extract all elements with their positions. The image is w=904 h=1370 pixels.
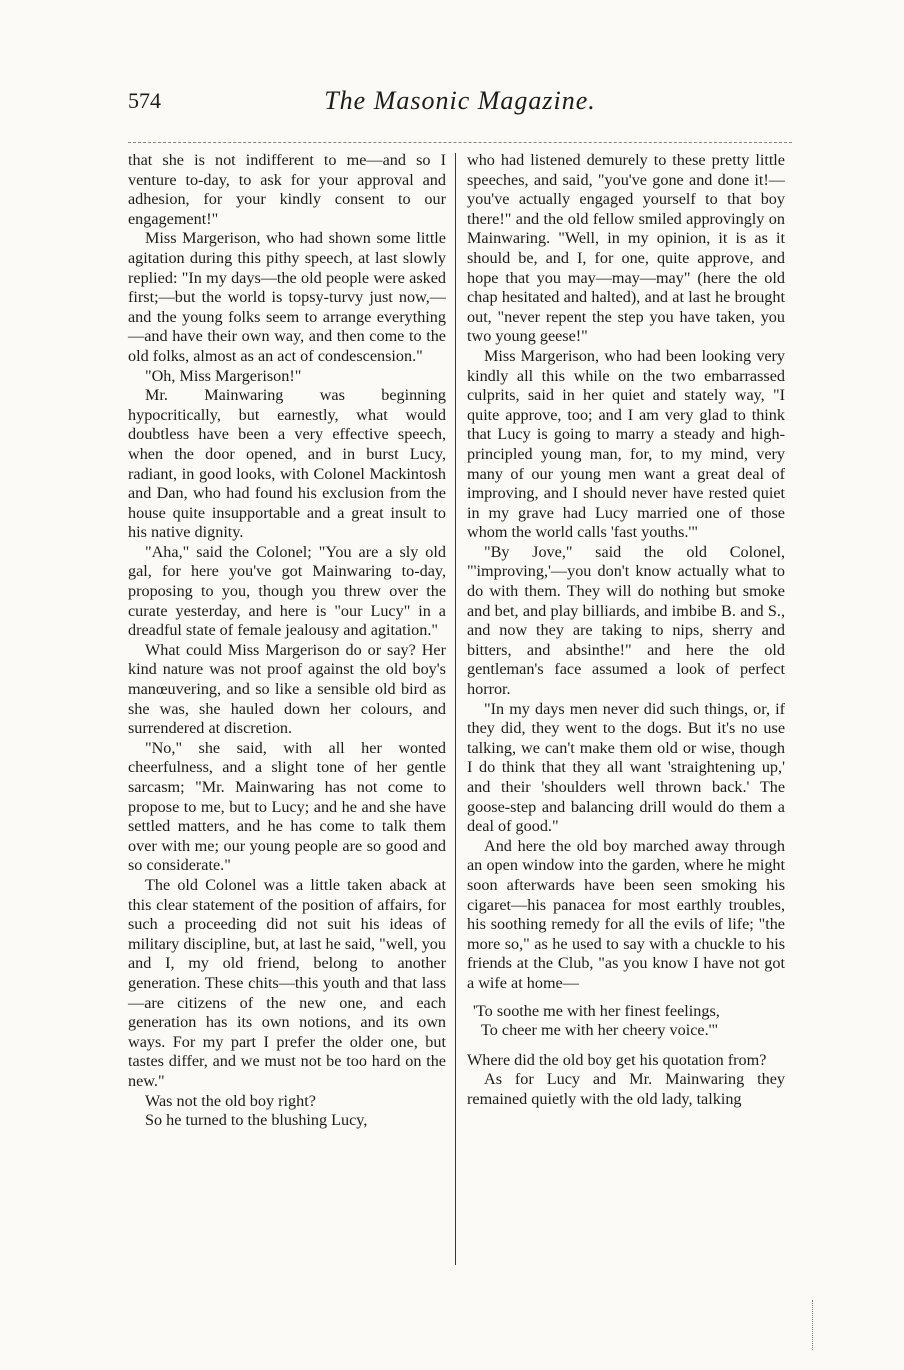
paragraph: who had listened demurely to these pretty little speeches, and said, "you've gone and done it!—you've actually engaged yourself to that boy there!" and the old fellow smiled approvingly on Mainwaring. "Well, in my opinion, it is as it should be, and I, for one, quite approve, and hope that you may—may—may" (here the old chap hesitated and halted), and at last he brought out, "never repent the step you have taken, you two young geese!" (467, 151, 785, 346)
right-column (467, 151, 785, 1110)
verse-quotation (467, 1002, 785, 1041)
verse-line: To cheer me with her cheery voice.'" (481, 1021, 719, 1040)
page-number: 574 (128, 88, 161, 113)
paragraph: Was not the old boy right? (145, 1091, 316, 1110)
paragraph: "Oh, Miss Margerison!" (145, 366, 302, 385)
running-title: The Masonic Magazine. (324, 86, 596, 115)
paragraph: As for Lucy and Mr. Mainwaring they remained quietly with the old lady, talking (467, 1070, 785, 1108)
paragraph: "Aha," said the Colonel; "You are a sly old gal, for here you've got Mainwaring to-day, proposing to you, though you threw over the curate yesterday, and here is "our Lucy" in a dreadful state of female jealousy and agitation." (128, 542, 446, 640)
page-header (128, 88, 792, 122)
paragraph: Miss Margerison, who had shown some little agitation during this pithy speech, at last slowly replied: "In my days—the old people were asked first;—but the world is topsy-turvy just now,—and the young folks seem to arrange everything—and have their own way, and then come to the old folks, almost as an act of condescension." (128, 229, 446, 365)
margin-mark (812, 1300, 813, 1350)
paragraph: So he turned to the blushing Lucy, (145, 1111, 368, 1130)
paragraph: And here the old boy marched away through an open window into the garden, where he might soon afterwards have been seen smoking his cigaret—his panacea for most earthly troubles, his soothing remedy for all the evils of life; "the more so," as he used to say with a chuckle to his friends at the Club, "as you know I have not got a wife at home— (467, 836, 785, 992)
paragraph: Mr. Mainwaring was beginning hypocritically, but earnestly, what would doubtless have been a very effective speech, when the door opened, and in burst Lucy, radiant, in good looks, with Colonel Mackintosh and Dan, who had found his exclusion from the house quite insupportable and a great insult to his native dignity. (128, 386, 446, 542)
verse-line: 'To soothe me with her finest feelings, (473, 1001, 720, 1020)
column-divider (455, 153, 456, 1265)
paragraph: "In my days men never did such things, or, if they did, they went to the dogs. But it's no use talking, we can't make them old or wise, though I do think that they all want 'straightening up,' and their 'shoulders well thrown back.' The goose-step and balancing drill would do them a deal of good." (467, 699, 785, 836)
paragraph: Where did the old boy get his quotation from? (467, 1050, 767, 1069)
paragraph: "No," she said, with all her wonted cheerfulness, and a slight tone of her gentle sarcasm; "Mr. Mainwaring has not come to propose to me, but to Lucy; and he and she have settled matters, and he has come to talk them over with me; our young people are so good and so considerate." (128, 738, 446, 875)
left-column (128, 151, 446, 1131)
paragraph: "By Jove," said the old Colonel, "'improving,'—you don't know actually what to do with them. They will do nothing but smoke and bet, and play billiards, and imbibe B. and S., and now they are taking to nips, sherry and bitters, and absinthe!" and here the old gentleman's face assumed a look of perfect horror. (467, 542, 785, 699)
paragraph: Miss Margerison, who had been looking very kindly all this while on the two embarrassed culprits, said in her quiet and stately way, "I quite approve, too; and I am very glad to think that Lucy is going to marry a steady and high-principled young man, for, to my mind, very many of our young men want a great deal of improving, and I should never have rested quiet in my grave had Lucy married one of those whom the world calls 'fast youths.'" (467, 346, 785, 542)
paragraph: that she is not indifferent to me—and so I venture to-day, to ask for your approval and adhesion, for your kindly consent to our engagement!" (128, 151, 446, 228)
header-rule (128, 142, 792, 143)
paragraph: The old Colonel was a little taken aback at this clear statement of the position of affairs, for such a proceeding did not suit his ideas of military discipline, but, at last he said, "well, you and I, my old friend, belong to another generation. These chits—this youth and that lass—are citizens of the new one, and each generation has its own notions, and its own ways. For my part I prefer the older one, but tastes differ, and we must not be too hard on the new." (128, 875, 446, 1090)
paragraph: What could Miss Margerison do or say? Her kind nature was not proof against the old boy's manœuvering, and so like a sensible old bird as she was, she hauled down her colours, and surrendered at discretion. (128, 640, 446, 738)
